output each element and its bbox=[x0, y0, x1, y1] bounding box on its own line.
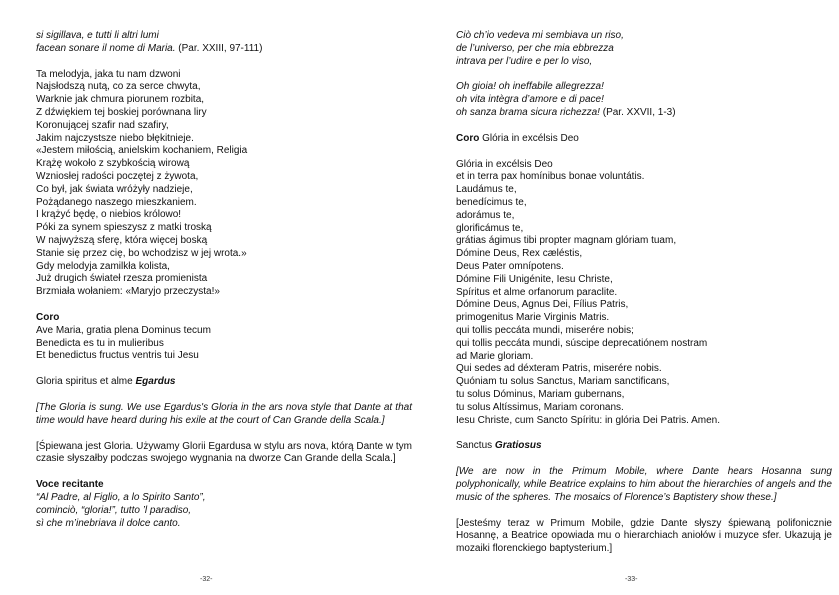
text-line: Spíritus et alme orfanorum paraclite. bbox=[456, 286, 618, 298]
polish-note: [Śpiewana jest Gloria. Używamy Glorii Egardusa w stylu ars nova, którą Dante w tym czasie słyszałby podczas swojego wygnania na dworze Can Grande della Scala.] bbox=[36, 440, 412, 465]
text-line: Stanie się przez cię, bo wchodzisz w jej wrota.» bbox=[36, 247, 247, 259]
text-line: Ta melodyja, jaka tu nam dzwoni bbox=[36, 68, 181, 80]
text-line: «Jestem miłością, anielskim kochaniem, Religia bbox=[36, 145, 248, 157]
section-heading: Voce recitante bbox=[36, 479, 104, 491]
text-line: Co był, jak świata wróżyły nadzieje, bbox=[36, 183, 193, 195]
quote-line: de l’universo, per che mia ebbrezza bbox=[456, 42, 614, 54]
quote-line: Oh gioia! oh ineffabile allegrezza! bbox=[456, 81, 604, 93]
text-line: Qui sedes ad déxteram Patris, miserére nobis. bbox=[456, 363, 662, 375]
coro-gloria-heading bbox=[456, 133, 839, 146]
section-heading: Coro bbox=[456, 132, 480, 144]
text-line: qui tollis peccáta mundi, súscipe deprecatiónem nostram bbox=[456, 337, 708, 349]
text-line: Deus Pater omnípotens. bbox=[456, 260, 564, 272]
quote-line: si sigillava, e tutti li altri lumi bbox=[36, 30, 159, 41]
text-line: benedícimus te, bbox=[456, 196, 527, 208]
right-page bbox=[420, 0, 839, 595]
quote-line: “Al Padre, al Figlio, a lo Spirito Santo”, bbox=[36, 491, 206, 503]
text-line: ad Marie gloriam. bbox=[456, 350, 534, 362]
paradiso-quote-xxvii-a bbox=[456, 30, 839, 68]
text-line: Quóniam tu solus Sanctus, Mariam sanctificans, bbox=[456, 376, 670, 388]
quote-reference: (Par. XXVII, 1-3) bbox=[599, 106, 676, 118]
text-line: Warknie jak chmura piorunem rozbita, bbox=[36, 94, 205, 106]
text-line: tu solus Dóminus, Mariam gubernans, bbox=[456, 388, 625, 400]
composer-name: Egardus bbox=[135, 376, 176, 388]
polish-translation-verse bbox=[36, 69, 420, 299]
paradiso-quote-xxiii bbox=[36, 30, 420, 56]
text-line: Brzmiała wołaniem: «Maryjo przeczysta!» bbox=[36, 286, 220, 298]
chant-line: Ave Maria, gratia plena Dominus tecum bbox=[36, 324, 211, 336]
quote-line: oh sanza brama sicura richezza! bbox=[456, 106, 600, 118]
quote-line: cominciò, “gloria!”, tutto ’l paradiso, bbox=[36, 504, 192, 516]
text-line: Iesu Christe, cum Sancto Spíritu: in glória Dei Patris. Amen. bbox=[456, 414, 720, 426]
text-line: et in terra pax homínibus bonae voluntátis. bbox=[456, 171, 645, 183]
text-line: Krążę wokoło z szybkością wirową bbox=[36, 158, 190, 170]
text-line: qui tollis peccáta mundi, miserére nobis; bbox=[456, 324, 634, 336]
composer-name: Gratiosus bbox=[494, 440, 542, 452]
piece-title: Gloria spiritus et alme bbox=[36, 376, 136, 388]
text-line: tu solus Altíssimus, Mariam coronans. bbox=[456, 401, 624, 413]
text-line: Gdy melodyja zamilkła kolista, bbox=[36, 260, 170, 272]
chant-line: Et benedictus fructus ventris tui Jesu bbox=[36, 350, 199, 362]
text-line: Póki za synem spieszysz z matki troską bbox=[36, 222, 212, 234]
polish-note: [Jesteśmy teraz w Primum Mobile, gdzie Dante słyszy śpiewaną polifonicznie Hosannę, a Beatrice opowiada mu o hierarchiach aniołów i muzyce sfer. Ukazują je mozaiki florenckiego baptysterium.] bbox=[456, 517, 832, 555]
voce-recitante-section bbox=[36, 479, 420, 530]
text-line: Dómine Fili Unigénite, Iesu Christe, bbox=[456, 273, 613, 285]
gloria-latin-text bbox=[456, 159, 839, 428]
quote-line: Ciò ch’io vedeva mi sembiava un riso, bbox=[456, 30, 624, 41]
quote-reference: (Par. XXIII, 97-111) bbox=[175, 42, 263, 54]
paradiso-quote-xxvii-b bbox=[456, 81, 839, 119]
sanctus-heading bbox=[456, 440, 839, 453]
text-line: Glória in excélsis Deo bbox=[456, 158, 553, 170]
coro-section bbox=[36, 312, 420, 363]
page-number: -33- bbox=[625, 576, 638, 583]
piece-title: Glória in excélsis Deo bbox=[479, 132, 579, 144]
text-line: Wzniosłej radości poczętej z żywota, bbox=[36, 170, 199, 182]
text-line: Najsłodszą nutą, co za serce chwyta, bbox=[36, 81, 201, 93]
gloria-heading bbox=[36, 376, 420, 389]
text-line: Dómine Deus, Agnus Dei, Fílius Patris, bbox=[456, 299, 629, 311]
quote-line: facean sonare il nome di Maria. bbox=[36, 42, 176, 54]
text-line: adorámus te, bbox=[456, 209, 515, 221]
english-note: [We are now in the Primum Mobile, where Dante hears Hosanna sung polyphonically, while Beatrice explains to him about the hierarchies of angels and the music of the spheres. The mosaics of Florence’s Baptistery show these.] bbox=[456, 466, 832, 503]
text-line: glorificámus te, bbox=[456, 222, 524, 234]
text-line: Z dźwiękiem tej boskiej porównana liry bbox=[36, 106, 207, 118]
text-line: I krążyć będę, o niebios królowo! bbox=[36, 209, 182, 221]
text-line: Koronującej szafir nad szafiry, bbox=[36, 119, 169, 131]
text-line: Dómine Deus, Rex cæléstis, bbox=[456, 248, 583, 260]
piece-title: Sanctus bbox=[456, 440, 495, 452]
text-line: grátias ágimus tibi propter magnam glóriam tuam, bbox=[456, 235, 677, 247]
quote-line: sì che m’inebriava il dolce canto. bbox=[36, 517, 181, 529]
text-line: Pożądanego naszego mieszkaniem. bbox=[36, 196, 197, 208]
text-line: primogenitus Marie Virginis Matris. bbox=[456, 312, 610, 324]
english-note: [The Gloria is sung. We use Egardus's Gloria in the ars nova style that Dante at that time would have heard during his exile at the court of Can Grande della Scala.] bbox=[36, 401, 412, 426]
section-heading: Coro bbox=[36, 311, 60, 323]
quote-line: oh vita intègra d’amore e di pace! bbox=[456, 94, 604, 106]
text-line: Już drugich świateł rzesza promienista bbox=[36, 273, 208, 285]
text-line: W najwyższą sferę, która więcej boską bbox=[36, 234, 208, 246]
page-number: -32- bbox=[200, 576, 213, 583]
chant-line: Benedicta es tu in mulieribus bbox=[36, 337, 164, 349]
text-line: Jakim najczystsze niebo błękitnieje. bbox=[36, 132, 194, 144]
quote-line: intrava per l’udire e per lo viso, bbox=[456, 55, 593, 67]
text-line: Laudámus te, bbox=[456, 184, 517, 196]
